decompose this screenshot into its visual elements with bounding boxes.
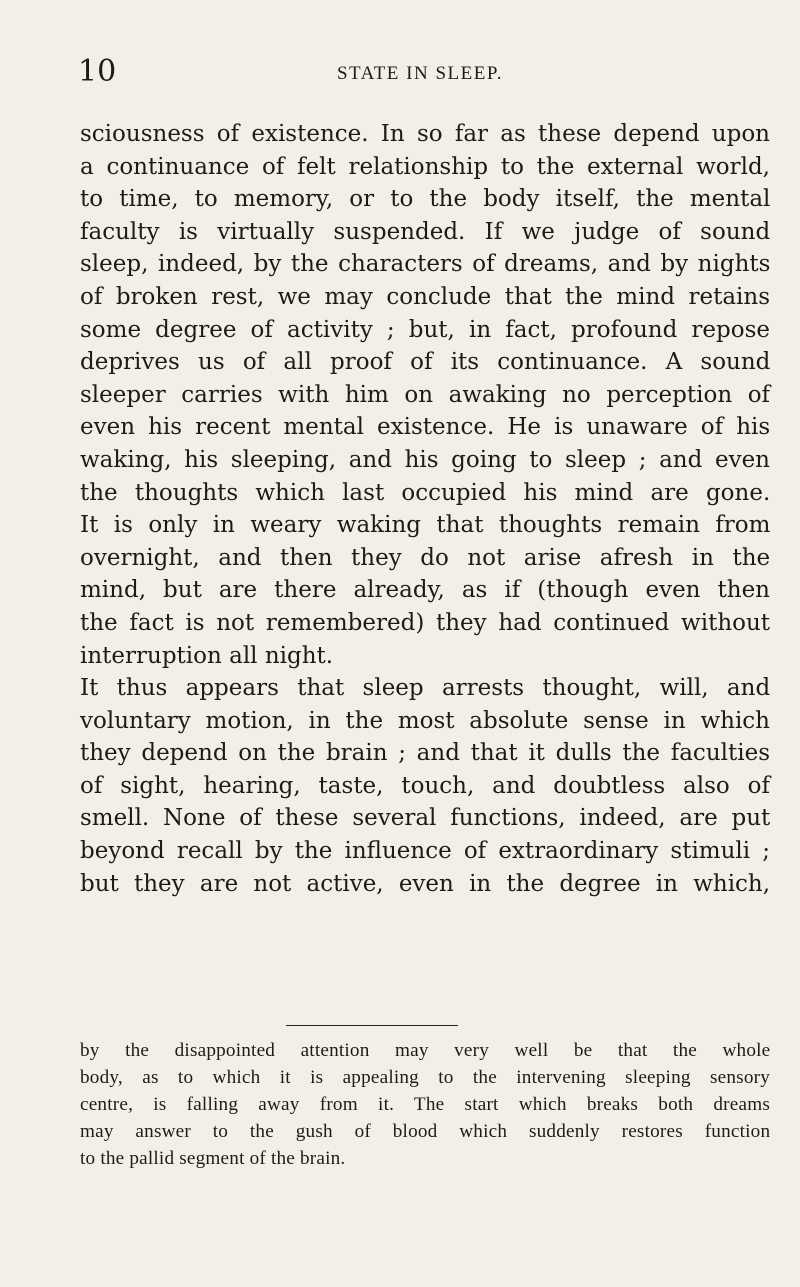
text-line: overnight, and then they do not arise afresh in the bbox=[80, 544, 771, 571]
footnote-line: may answer to the gush of blood which suddenly restores function bbox=[80, 1121, 771, 1142]
text-line: faculty is virtually suspended. If we judge of sound bbox=[80, 218, 771, 245]
text-line: smell. None of these several functions, indeed, are put bbox=[80, 805, 771, 832]
main-text bbox=[80, 118, 770, 900]
footnote-divider bbox=[286, 1025, 458, 1026]
footnote-line: to the pallid segment of the brain. bbox=[80, 1148, 346, 1169]
text-line: It is only in weary waking that thoughts remain from bbox=[80, 512, 771, 539]
text-line: to time, to memory, or to the body itself, the mental bbox=[80, 186, 771, 213]
text-line: but they are not active, even in the degree in which, bbox=[80, 870, 771, 897]
text-line: sleep, indeed, by the characters of dreams, and by nights bbox=[80, 251, 771, 278]
text-line: the fact is not remembered) they had continued without bbox=[80, 609, 771, 636]
text-line: they depend on the brain ; and that it dulls the faculties bbox=[80, 740, 770, 767]
text-line: sciousness of existence. In so far as these depend upon bbox=[80, 121, 770, 147]
text-line: the thoughts which last occupied his mind are gone. bbox=[80, 479, 771, 506]
text-line: of broken rest, we may conclude that the mind retains bbox=[80, 283, 770, 310]
footnote-line: by the disappointed attention may very well be that the whole bbox=[80, 1040, 771, 1061]
text-line: some degree of activity ; but, in fact, profound repose bbox=[80, 316, 770, 343]
text-line: deprives us of all proof of its continuance. A sound bbox=[80, 349, 771, 376]
paragraph-2 bbox=[80, 672, 770, 900]
paragraph-1 bbox=[80, 118, 770, 672]
text-line: mind, but are there already, as if (though even then bbox=[80, 577, 770, 604]
text-line: of sight, hearing, taste, touch, and doubtless also of bbox=[80, 772, 770, 799]
footnote bbox=[80, 1037, 770, 1172]
text-line: even his recent mental existence. He is unaware of his bbox=[80, 414, 771, 441]
running-head: STATE IN SLEEP. bbox=[336, 63, 504, 84]
text-line: beyond recall by the influence of extraordinary stimuli ; bbox=[80, 838, 770, 865]
text-line: sleeper carries with him on awaking no perception of bbox=[80, 381, 771, 408]
text-line: voluntary motion, in the most absolute sense in which bbox=[80, 707, 770, 734]
text-line: It thus appears that sleep arrests thought, will, and bbox=[80, 675, 771, 702]
page-number: 10 bbox=[78, 54, 117, 89]
text-line: waking, his sleeping, and his going to sleep ; and even bbox=[80, 446, 770, 473]
footnote-line: centre, is falling away from it. The start which breaks both dreams bbox=[80, 1094, 770, 1115]
text-line: a continuance of felt relationship to the external world, bbox=[80, 153, 770, 180]
text-line: interruption all night. bbox=[80, 642, 334, 669]
footnote-line: body, as to which it is appealing to the intervening sleeping sensory bbox=[80, 1067, 770, 1088]
